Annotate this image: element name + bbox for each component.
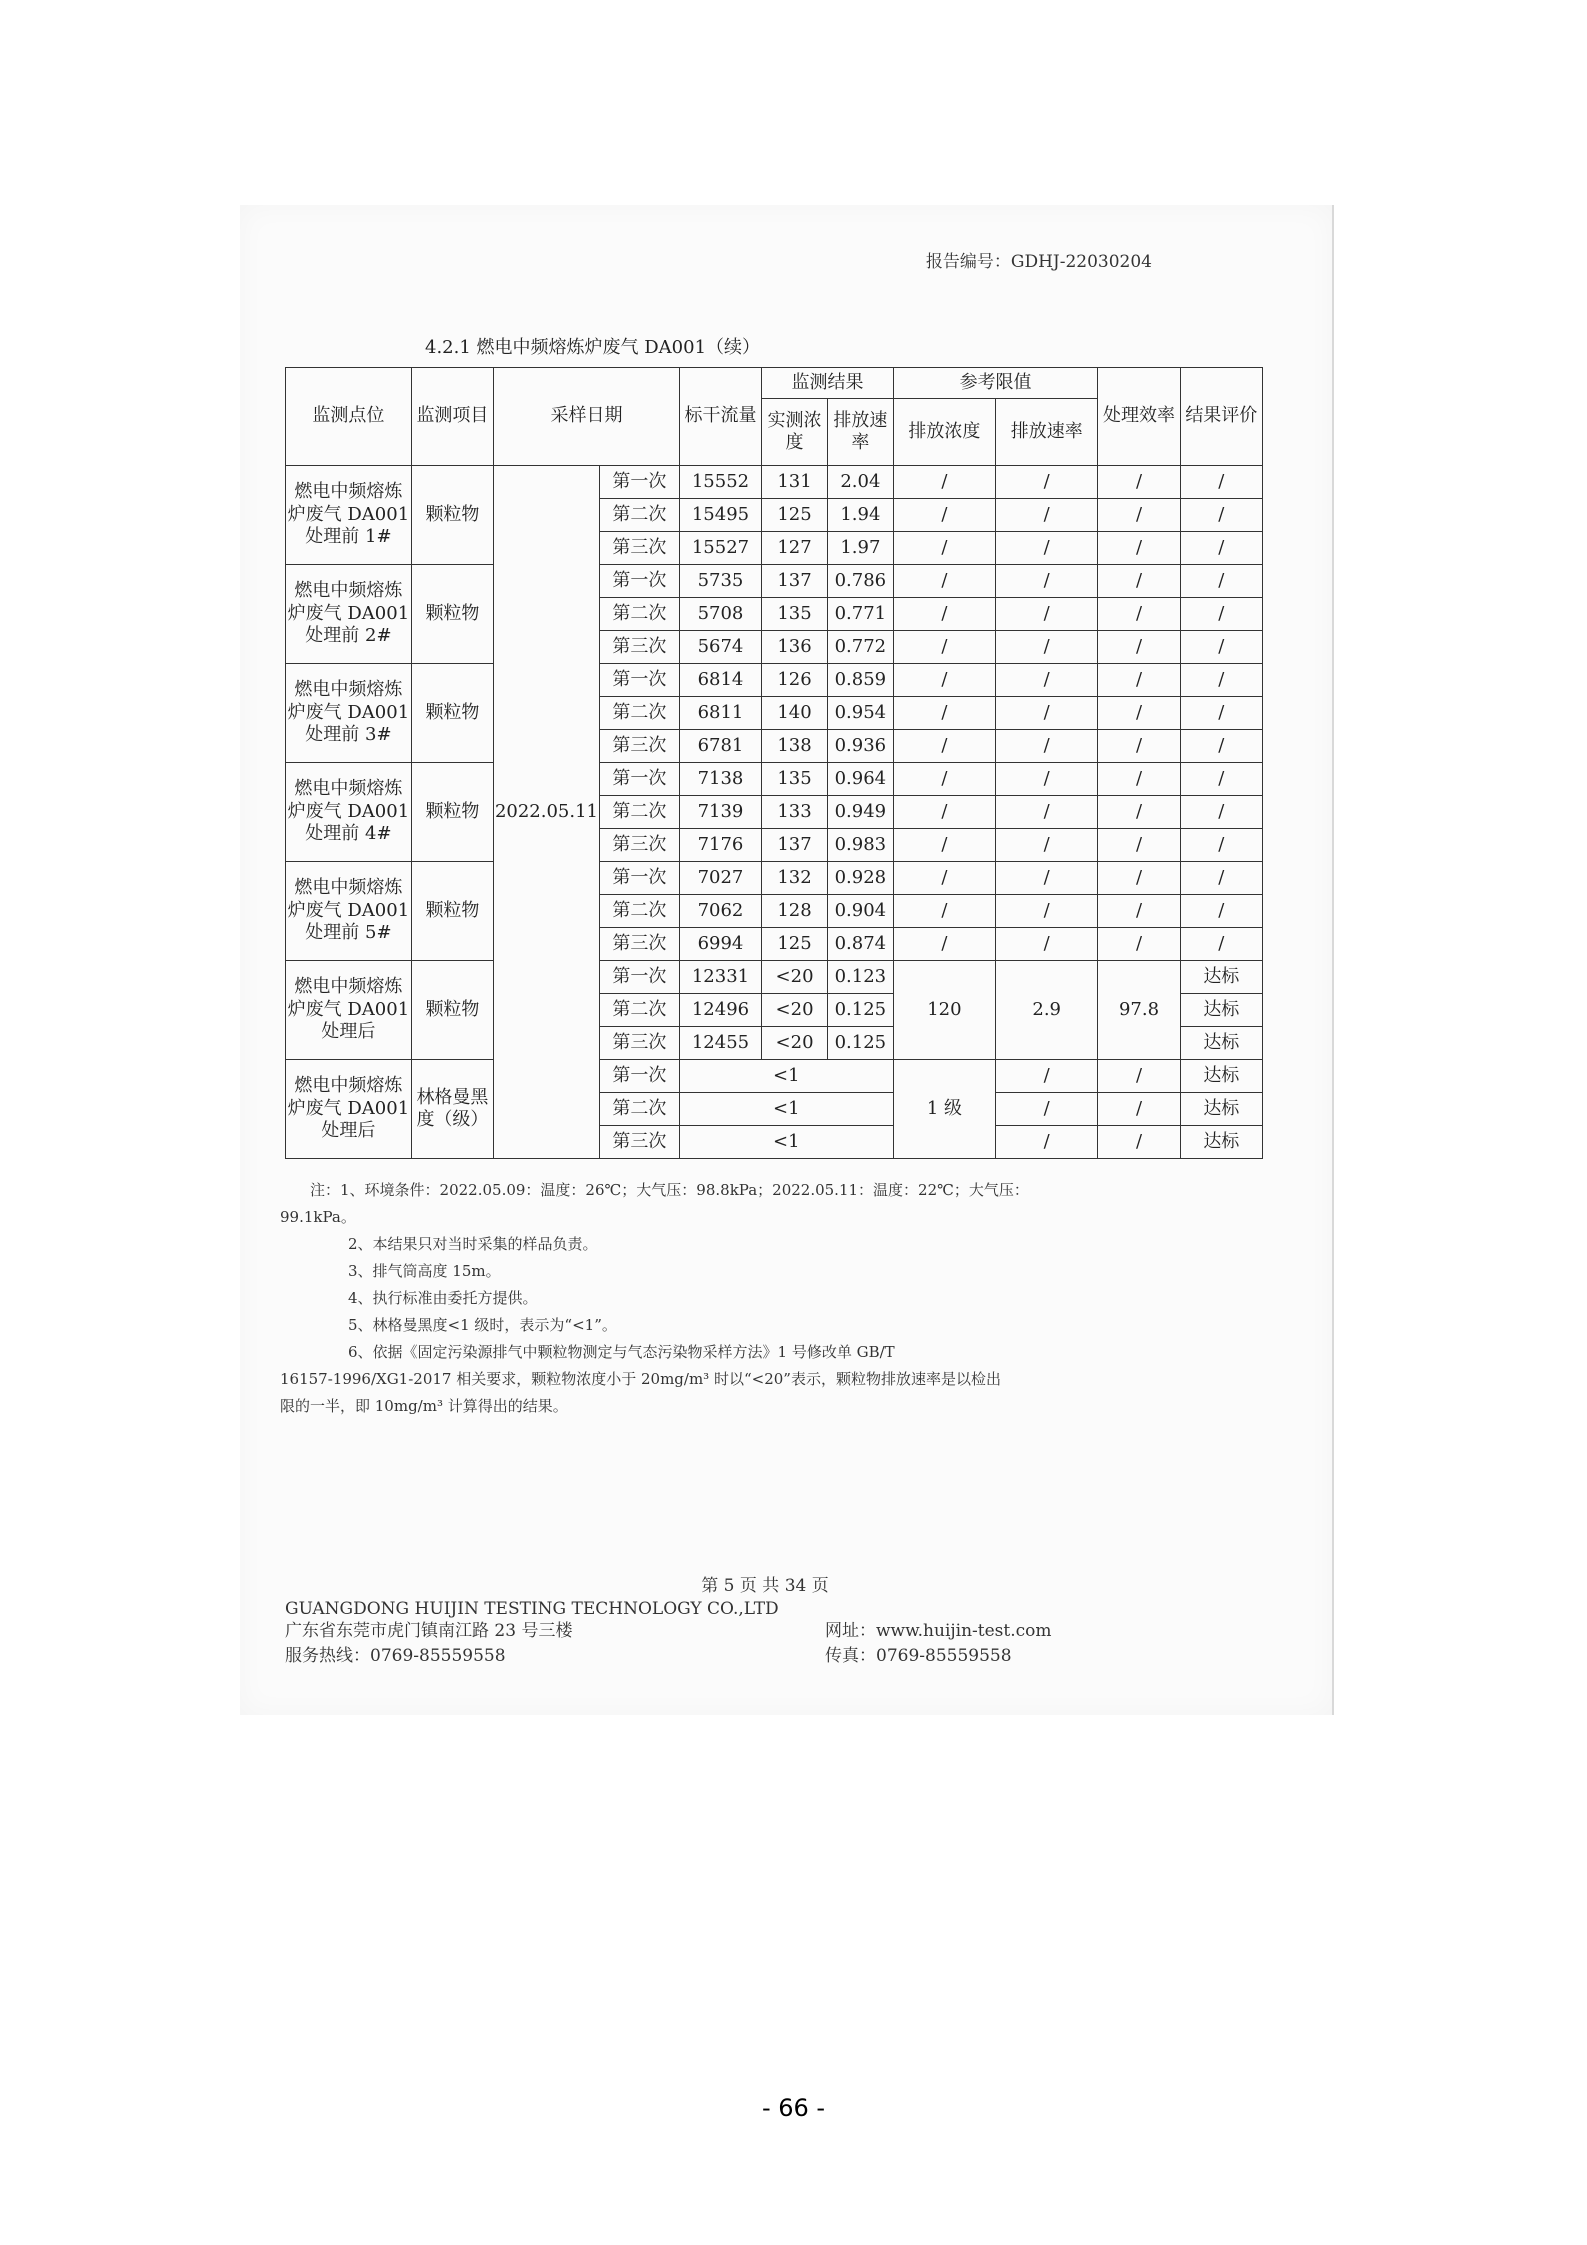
item-cell: 颗粒物 (411, 961, 493, 1060)
efficiency-cell: / (1098, 499, 1180, 532)
evaluation-cell: / (1180, 697, 1262, 730)
sample-index-cell: 第二次 (599, 697, 679, 730)
evaluation-cell: / (1180, 565, 1262, 598)
limit-conc-cell: / (893, 829, 995, 862)
evaluation-cell: / (1180, 466, 1262, 499)
efficiency-cell: / (1098, 763, 1180, 796)
note-line: 3、排气筒高度 15m。 (348, 1262, 501, 1280)
page-number: - 66 - (761, 2094, 826, 2122)
evaluation-cell: / (1180, 763, 1262, 796)
sample-index-cell: 第三次 (599, 532, 679, 565)
limit-conc-cell: / (893, 631, 995, 664)
sample-index-cell: 第三次 (599, 1126, 679, 1159)
blackness-value-cell: <1 (679, 1126, 893, 1159)
rate-cell: 2.04 (827, 466, 893, 499)
flow-cell: 15527 (679, 532, 761, 565)
table-row (286, 763, 1263, 796)
flow-cell: 6781 (679, 730, 761, 763)
evaluation-cell: 达标 (1180, 1126, 1262, 1159)
location-cell: 燃电中频熔炼炉废气 DA001 处理前 5# (286, 862, 412, 961)
limit-rate-cell: / (996, 796, 1098, 829)
limit-rate-cell: / (996, 763, 1098, 796)
limit-conc-cell: / (893, 895, 995, 928)
efficiency-cell: / (1098, 1126, 1180, 1159)
location-cell: 燃电中频熔炼炉废气 DA001 处理后 (286, 1060, 412, 1159)
rate-cell: 0.772 (827, 631, 893, 664)
notes (280, 1177, 1300, 1420)
evaluation-cell: / (1180, 796, 1262, 829)
limit-conc-cell: / (893, 862, 995, 895)
limit-conc-cell: / (893, 565, 995, 598)
rate-cell: 1.94 (827, 499, 893, 532)
efficiency-cell: / (1098, 1060, 1180, 1093)
table-row (286, 1060, 1263, 1093)
service-hotline: 服务热线：0769-85559558 (285, 1646, 506, 1666)
table-row (286, 862, 1263, 895)
sample-index-cell: 第三次 (599, 829, 679, 862)
limit-rate-cell: / (996, 664, 1098, 697)
sample-index-cell: 第一次 (599, 664, 679, 697)
rate-cell: 0.874 (827, 928, 893, 961)
limit-conc-cell: / (893, 763, 995, 796)
limit-rate-cell: / (996, 499, 1098, 532)
sample-index-cell: 第一次 (599, 961, 679, 994)
evaluation-cell: / (1180, 928, 1262, 961)
company-name: GUANGDONG HUIJIN TESTING TECHNOLOGY CO.,LTD (285, 1599, 779, 1619)
header-ref: 参考限值 (893, 368, 1098, 399)
limit-rate-cell: / (996, 928, 1098, 961)
header-date: 采样日期 (494, 368, 680, 466)
limit-conc-cell: / (893, 598, 995, 631)
evaluation-cell: / (1180, 829, 1262, 862)
rate-cell: 0.786 (827, 565, 893, 598)
limit-conc-cell: / (893, 928, 995, 961)
rate-cell: 0.771 (827, 598, 893, 631)
item-cell: 颗粒物 (411, 565, 493, 664)
evaluation-cell: / (1180, 730, 1262, 763)
note-line: 注：1、环境条件：2022.05.09：温度：26℃；大气压：98.8kPa；2022.05.11：温度：22℃；大气压： (310, 1181, 1029, 1199)
conc-cell: 128 (762, 895, 828, 928)
evaluation-cell: 达标 (1180, 994, 1262, 1027)
conc-cell: <20 (762, 994, 828, 1027)
conc-cell: 126 (762, 664, 828, 697)
efficiency-cell: / (1098, 697, 1180, 730)
conc-cell: 125 (762, 499, 828, 532)
header-rate: 排放速率 (827, 399, 893, 466)
table-row (286, 466, 1263, 499)
note-line: 5、林格曼黑度<1 级时，表示为“<1”。 (348, 1316, 617, 1334)
limit-rate-cell: / (996, 631, 1098, 664)
note-line: 99.1kPa。 (280, 1208, 356, 1226)
flow-cell: 15495 (679, 499, 761, 532)
company-fax: 传真：0769-85559558 (825, 1646, 1012, 1666)
limit-rate-cell: / (996, 1126, 1098, 1159)
header-location: 监测点位 (286, 368, 412, 466)
conc-cell: 137 (762, 829, 828, 862)
flow-cell: 7139 (679, 796, 761, 829)
item-cell: 林格曼黑度（级） (411, 1060, 493, 1159)
conc-cell: 140 (762, 697, 828, 730)
header-efficiency: 处理效率 (1098, 368, 1180, 466)
efficiency-cell: / (1098, 796, 1180, 829)
note-line: 16157-1996/XG1-2017 相关要求，颗粒物浓度小于 20mg/m³ 时以“<20”表示，颗粒物排放速率是以检出 (280, 1370, 1001, 1388)
rate-cell: 0.859 (827, 664, 893, 697)
sample-index-cell: 第三次 (599, 1027, 679, 1060)
blackness-value-cell: <1 (679, 1093, 893, 1126)
limit-rate-cell: / (996, 895, 1098, 928)
sample-index-cell: 第一次 (599, 1060, 679, 1093)
sample-index-cell: 第三次 (599, 928, 679, 961)
rate-cell: 0.964 (827, 763, 893, 796)
efficiency-cell: / (1098, 631, 1180, 664)
header-flow: 标干流量 (679, 368, 761, 466)
flow-cell: 15552 (679, 466, 761, 499)
flow-cell: 12455 (679, 1027, 761, 1060)
flow-cell: 12331 (679, 961, 761, 994)
flow-cell: 7027 (679, 862, 761, 895)
conc-cell: 138 (762, 730, 828, 763)
report-number: 报告编号：GDHJ-22030204 (925, 252, 1152, 272)
efficiency-cell: / (1098, 862, 1180, 895)
evaluation-cell: / (1180, 499, 1262, 532)
sample-index-cell: 第二次 (599, 994, 679, 1027)
location-cell: 燃电中频熔炼炉废气 DA001 处理后 (286, 961, 412, 1060)
flow-cell: 7062 (679, 895, 761, 928)
limit-rate-cell: / (996, 730, 1098, 763)
sample-index-cell: 第一次 (599, 565, 679, 598)
sample-index-cell: 第二次 (599, 499, 679, 532)
conc-cell: <20 (762, 961, 828, 994)
sample-index-cell: 第一次 (599, 862, 679, 895)
table-row (286, 664, 1263, 697)
limit-conc-cell: / (893, 730, 995, 763)
sample-index-cell: 第三次 (599, 631, 679, 664)
location-cell: 燃电中频熔炼炉废气 DA001 处理前 1# (286, 466, 412, 565)
header-conc: 实测浓度 (762, 399, 828, 466)
limit-rate-cell: 2.9 (996, 961, 1098, 1060)
header-evaluation: 结果评价 (1180, 368, 1262, 466)
note-line: 6、依据《固定污染源排气中颗粒物测定与气态污染物采样方法》1 号修改单 GB/T (348, 1343, 895, 1361)
evaluation-cell: 达标 (1180, 1027, 1262, 1060)
conc-cell: 135 (762, 598, 828, 631)
monitoring-results-table (285, 367, 1263, 1159)
rate-cell: 0.904 (827, 895, 893, 928)
conc-cell: 137 (762, 565, 828, 598)
evaluation-cell: / (1180, 598, 1262, 631)
limit-conc-cell: / (893, 532, 995, 565)
limit-rate-cell: / (996, 565, 1098, 598)
limit-rate-cell: / (996, 466, 1098, 499)
conc-cell: 135 (762, 763, 828, 796)
limit-rate-cell: / (996, 1093, 1098, 1126)
conc-cell: <20 (762, 1027, 828, 1060)
rate-cell: 0.928 (827, 862, 893, 895)
rate-cell: 1.97 (827, 532, 893, 565)
conc-cell: 132 (762, 862, 828, 895)
efficiency-cell: / (1098, 928, 1180, 961)
limit-cell: 1 级 (893, 1060, 995, 1159)
scanned-report-page (240, 205, 1334, 1715)
flow-cell: 6814 (679, 664, 761, 697)
conc-cell: 133 (762, 796, 828, 829)
header-results: 监测结果 (762, 368, 894, 399)
header-item: 监测项目 (411, 368, 493, 466)
evaluation-cell: 达标 (1180, 961, 1262, 994)
table-row (286, 961, 1263, 994)
location-cell: 燃电中频熔炼炉废气 DA001 处理前 2# (286, 565, 412, 664)
sample-index-cell: 第二次 (599, 598, 679, 631)
sample-index-cell: 第二次 (599, 1093, 679, 1126)
flow-cell: 7176 (679, 829, 761, 862)
limit-rate-cell: / (996, 862, 1098, 895)
item-cell: 颗粒物 (411, 763, 493, 862)
limit-rate-cell: / (996, 598, 1098, 631)
note-line: 限的一半，即 10mg/m³ 计算得出的结果。 (280, 1397, 568, 1415)
conc-cell: 127 (762, 532, 828, 565)
company-address: 广东省东莞市虎门镇南江路 23 号三楼 (285, 1621, 573, 1641)
rate-cell: 0.949 (827, 796, 893, 829)
evaluation-cell: 达标 (1180, 1093, 1262, 1126)
rate-cell: 0.125 (827, 1027, 893, 1060)
rate-cell: 0.936 (827, 730, 893, 763)
evaluation-cell: 达标 (1180, 1060, 1262, 1093)
flow-cell: 7138 (679, 763, 761, 796)
flow-cell: 5708 (679, 598, 761, 631)
limit-rate-cell: / (996, 829, 1098, 862)
sample-date-cell: 2022.05.11 (494, 466, 600, 1159)
limit-conc-cell: 120 (893, 961, 995, 1060)
flow-cell: 6811 (679, 697, 761, 730)
sample-index-cell: 第三次 (599, 730, 679, 763)
limit-conc-cell: / (893, 466, 995, 499)
header-ref-conc: 排放浓度 (893, 399, 995, 466)
company-website: 网址：www.huijin-test.com (825, 1621, 1052, 1641)
sample-index-cell: 第二次 (599, 796, 679, 829)
page-info: 第 5 页 共 34 页 (701, 1576, 829, 1596)
limit-conc-cell: / (893, 499, 995, 532)
efficiency-cell: / (1098, 730, 1180, 763)
efficiency-cell: / (1098, 565, 1180, 598)
evaluation-cell: / (1180, 895, 1262, 928)
flow-cell: 5674 (679, 631, 761, 664)
rate-cell: 0.125 (827, 994, 893, 1027)
blackness-value-cell: <1 (679, 1060, 893, 1093)
rate-cell: 0.123 (827, 961, 893, 994)
flow-cell: 5735 (679, 565, 761, 598)
footer (285, 1573, 1285, 1669)
location-cell: 燃电中频熔炼炉废气 DA001 处理前 4# (286, 763, 412, 862)
efficiency-cell: / (1098, 1093, 1180, 1126)
header-ref-rate: 排放速率 (996, 399, 1098, 466)
limit-rate-cell: / (996, 1060, 1098, 1093)
evaluation-cell: / (1180, 631, 1262, 664)
item-cell: 颗粒物 (411, 466, 493, 565)
item-cell: 颗粒物 (411, 862, 493, 961)
limit-rate-cell: / (996, 697, 1098, 730)
rate-cell: 0.983 (827, 829, 893, 862)
note-line: 4、执行标准由委托方提供。 (348, 1289, 538, 1307)
conc-cell: 136 (762, 631, 828, 664)
flow-cell: 12496 (679, 994, 761, 1027)
limit-conc-cell: / (893, 664, 995, 697)
conc-cell: 125 (762, 928, 828, 961)
table-title: 4.2.1 燃电中频熔炼炉废气 DA001（续） (425, 337, 761, 358)
table-row (286, 565, 1263, 598)
location-cell: 燃电中频熔炼炉废气 DA001 处理前 3# (286, 664, 412, 763)
limit-rate-cell: / (996, 532, 1098, 565)
efficiency-cell: / (1098, 664, 1180, 697)
sample-index-cell: 第一次 (599, 466, 679, 499)
efficiency-cell: / (1098, 829, 1180, 862)
efficiency-cell: 97.8 (1098, 961, 1180, 1060)
sample-index-cell: 第二次 (599, 895, 679, 928)
efficiency-cell: / (1098, 466, 1180, 499)
efficiency-cell: / (1098, 532, 1180, 565)
item-cell: 颗粒物 (411, 664, 493, 763)
efficiency-cell: / (1098, 598, 1180, 631)
flow-cell: 6994 (679, 928, 761, 961)
evaluation-cell: / (1180, 862, 1262, 895)
limit-conc-cell: / (893, 796, 995, 829)
efficiency-cell: / (1098, 895, 1180, 928)
sample-index-cell: 第一次 (599, 763, 679, 796)
evaluation-cell: / (1180, 664, 1262, 697)
evaluation-cell: / (1180, 532, 1262, 565)
limit-conc-cell: / (893, 697, 995, 730)
note-line: 2、本结果只对当时采集的样品负责。 (348, 1235, 598, 1253)
rate-cell: 0.954 (827, 697, 893, 730)
conc-cell: 131 (762, 466, 828, 499)
